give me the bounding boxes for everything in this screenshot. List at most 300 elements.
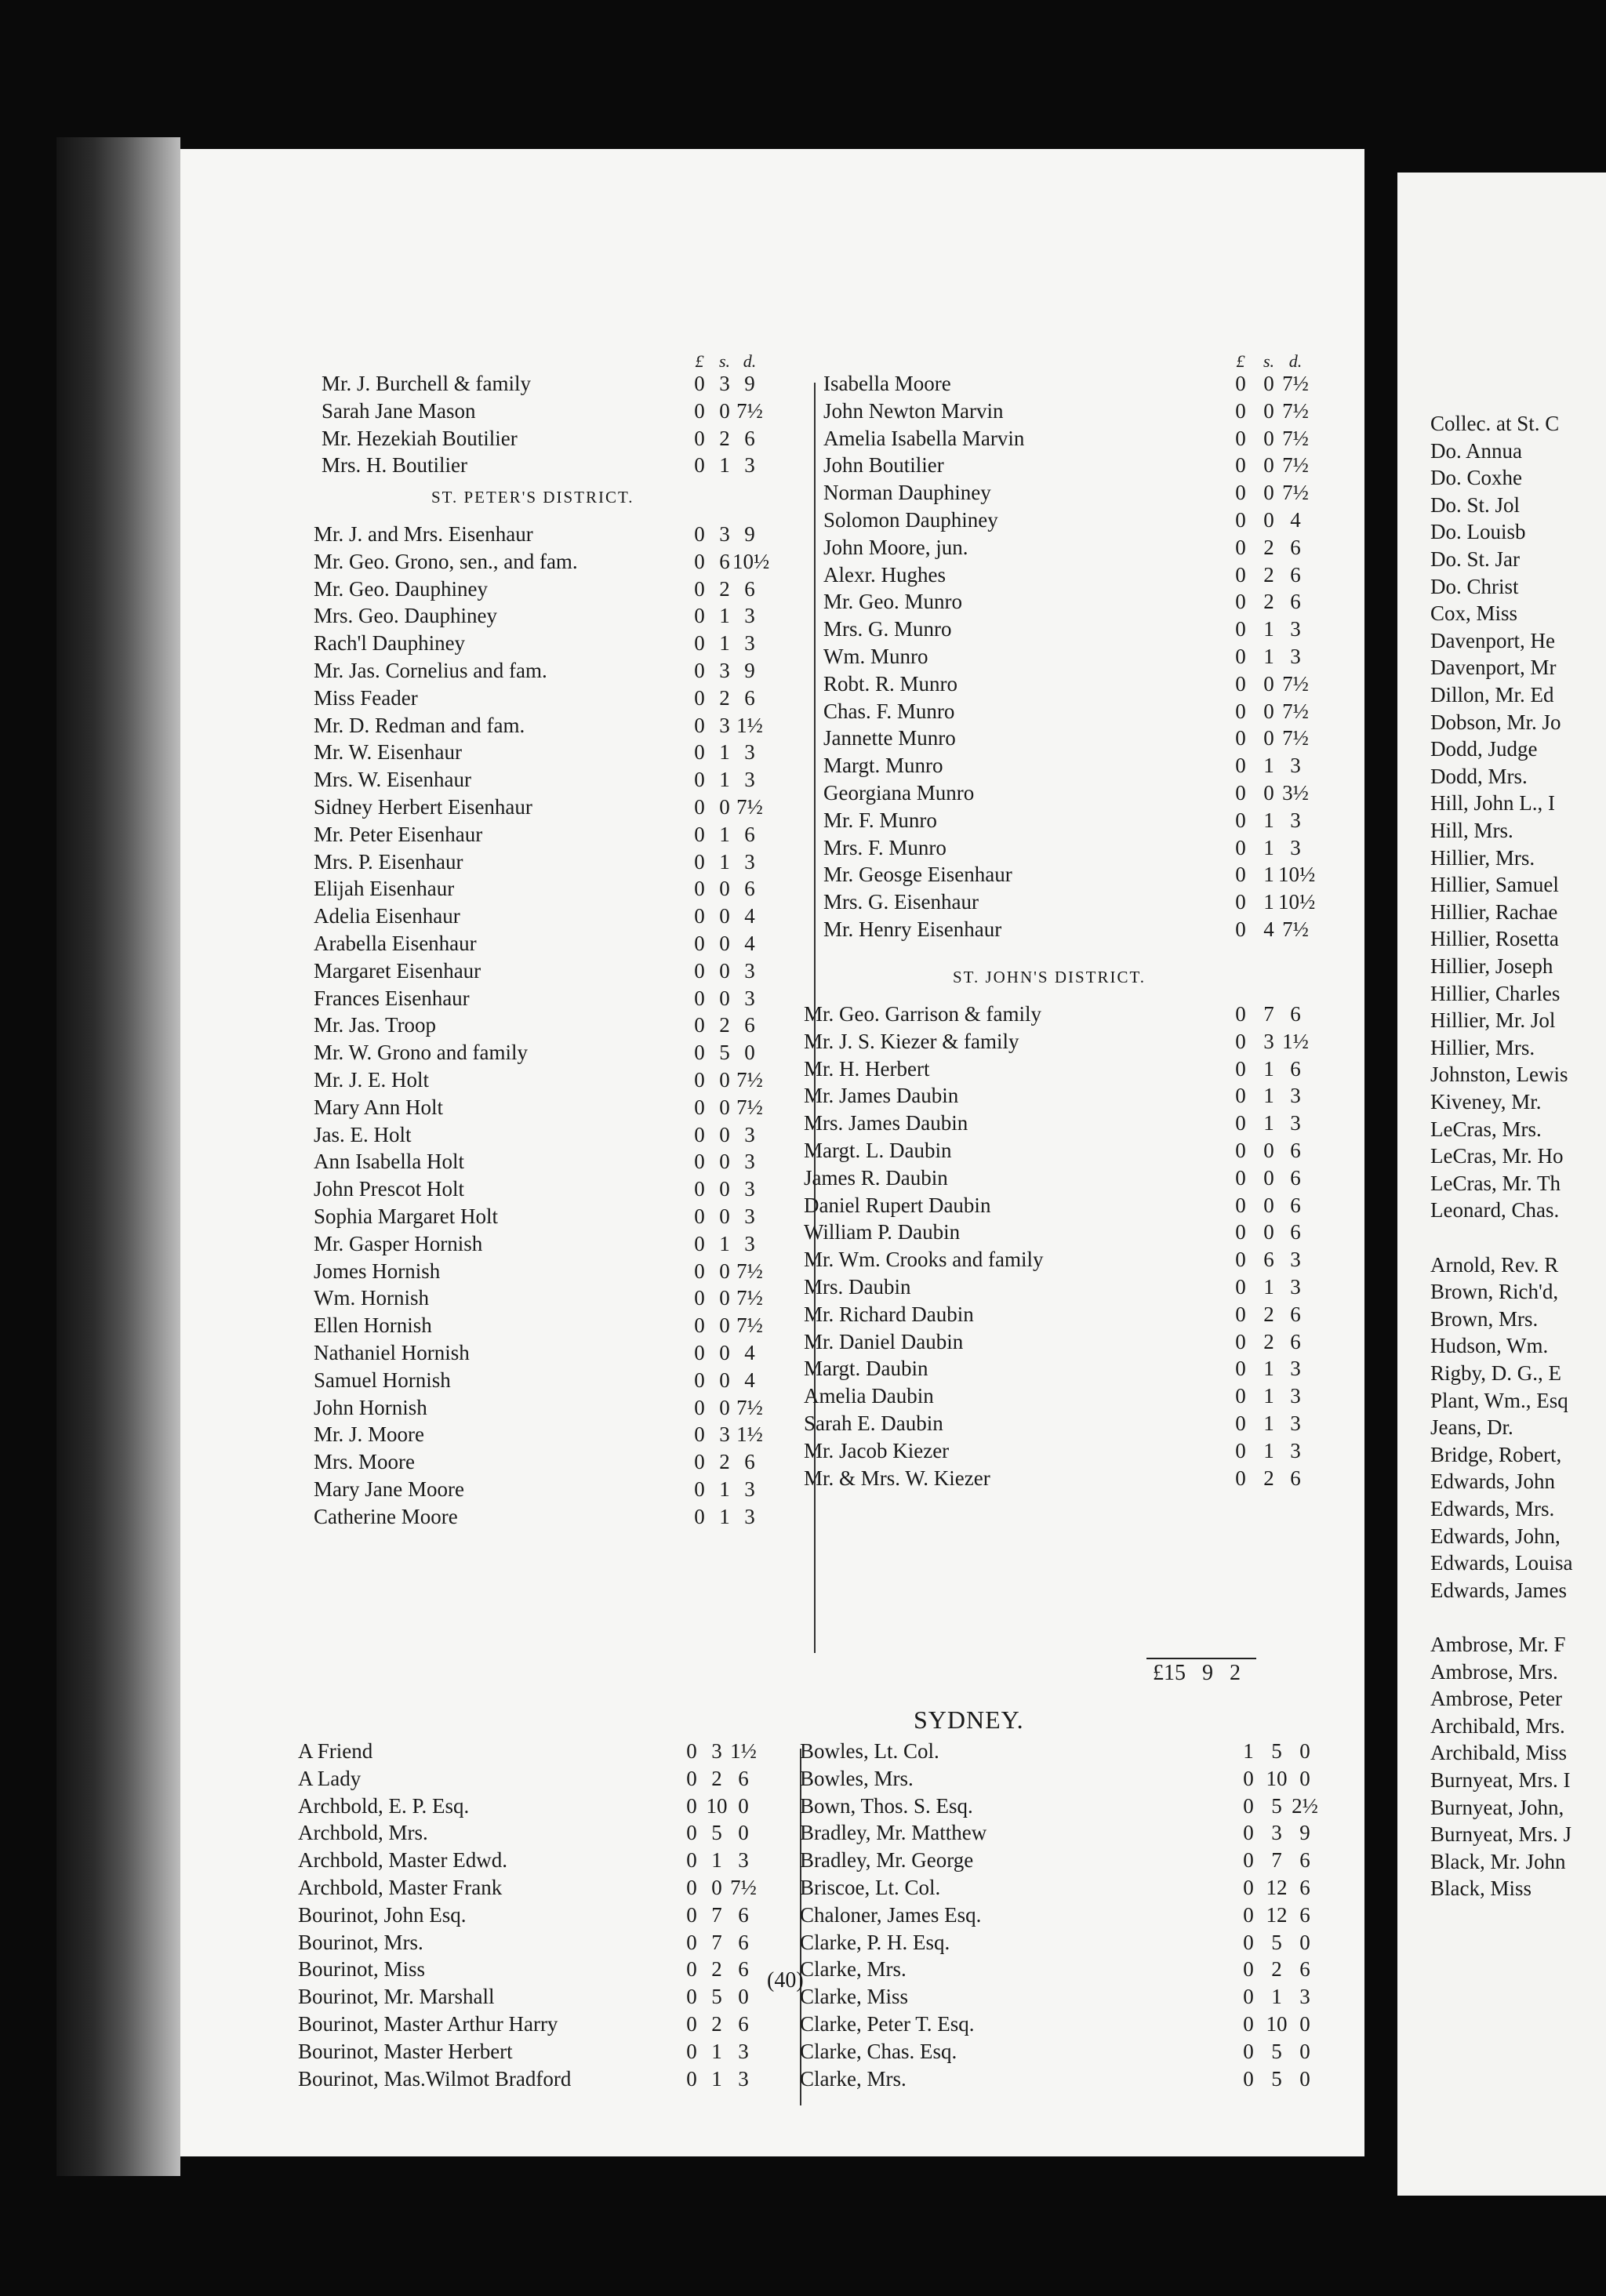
subscription-entry (804, 1028, 1341, 1055)
amount-shillings: 2 (1263, 1466, 1274, 1490)
subscription-entry (823, 807, 1341, 834)
amount-shillings: 2 (719, 426, 730, 450)
amount-pence: 0 (1299, 2011, 1310, 2036)
subscription-entry (800, 1793, 1333, 1820)
subscription-entry (823, 452, 1341, 479)
subscription-entry (314, 1066, 816, 1094)
subscription-entry (804, 1301, 1341, 1328)
subscriber-name: Samuel Hornish (314, 1368, 451, 1392)
facing-page-entry: Ambrose, Peter (1430, 1687, 1562, 1711)
subscriber-name: Mr. H. Herbert (804, 1056, 930, 1081)
facing-page-entry: Archibald, Miss (1430, 1741, 1567, 1765)
subscriber-name: Mrs. W. Eisenhaur (314, 768, 471, 792)
subscription-entry (804, 1001, 1341, 1028)
subscription-entry (298, 1793, 800, 1820)
amount-pence: 3 (738, 1848, 749, 1873)
subscriber-name: Mrs. G. Eisenhaur (823, 890, 979, 914)
amount-pence: 7½ (730, 1875, 757, 1899)
amount-shillings: 1 (1263, 1438, 1274, 1462)
amount-pence: 10½ (1278, 890, 1316, 914)
subscription-entry (804, 1273, 1341, 1301)
header-pounds: £ (695, 351, 704, 371)
amount-pence: 3 (744, 1150, 755, 1174)
subscription-entry (314, 1476, 816, 1503)
subscriber-name: Bowles, Mrs. (800, 1766, 914, 1790)
amount-pence: 6 (1290, 535, 1301, 559)
facing-page-entry: Burnyeat, Mrs. I (1430, 1768, 1571, 1792)
amount-pence: 7½ (1282, 453, 1309, 478)
subscriber-name: Sophia Margaret Holt (314, 1204, 498, 1228)
amount-shillings: 0 (719, 1368, 730, 1392)
amount-pence: 2½ (1292, 1793, 1318, 1818)
facing-page-entry: Burnyeat, Mrs. J (1430, 1822, 1571, 1847)
amount-pounds: 0 (1243, 1902, 1254, 1927)
subscription-entry (823, 861, 1341, 888)
amount-pence: 7½ (1282, 917, 1309, 941)
amount-shillings: 0 (719, 1150, 730, 1174)
subscription-entry (298, 1819, 800, 1847)
subscription-entry (314, 1448, 816, 1476)
amount-pounds: 0 (694, 1313, 705, 1338)
amount-pounds: 0 (1235, 1466, 1246, 1490)
header-shillings: s. (718, 351, 731, 371)
amount-pence: 6 (1299, 1848, 1310, 1873)
amount-pence: 0 (1299, 1766, 1310, 1790)
subscriber-name: Mr. Geo. Garrison & family (804, 1002, 1041, 1026)
amount-pence: 3 (744, 1122, 755, 1146)
subscriber-name: Clarke, Mrs. (800, 1957, 907, 1982)
subscription-entry (804, 1410, 1341, 1437)
amount-shillings: 0 (719, 1204, 730, 1228)
subscriber-name: Mr. Geo. Grono, sen., and fam. (314, 549, 578, 573)
subscription-entry (314, 875, 816, 903)
amount-pence: 6 (744, 1450, 755, 1474)
subscription-entry (322, 452, 816, 479)
subscriber-name: John Boutilier (823, 453, 944, 478)
amount-shillings: 5 (719, 1041, 730, 1065)
amount-pounds: 1 (1243, 1739, 1254, 1763)
amount-pounds: 0 (686, 1985, 697, 2009)
subscription-entry (314, 1230, 816, 1258)
subscription-entry (804, 1219, 1341, 1246)
subscriber-name: Margaret Eisenhaur (314, 958, 481, 983)
subscriber-name: John Newton Marvin (823, 398, 1004, 423)
amount-pence: 6 (1290, 1302, 1301, 1326)
subscription-entry (823, 643, 1341, 670)
subscriber-name: Bourinot, John Esq. (298, 1902, 467, 1927)
amount-pounds: 0 (686, 1793, 697, 1818)
subscriber-name: Bourinot, Miss (298, 1957, 426, 1982)
subscriber-name: Bown, Thos. S. Esq. (800, 1793, 973, 1818)
amount-pence: 4 (744, 904, 755, 928)
subscription-entry (298, 1874, 800, 1902)
subscriber-name: John Hornish (314, 1395, 427, 1419)
subscription-entry (314, 1148, 816, 1175)
amount-shillings: 0 (1263, 372, 1274, 395)
amount-pounds: 0 (694, 1177, 705, 1201)
amount-pounds: 0 (694, 1477, 705, 1501)
amount-pounds: 0 (1235, 1274, 1246, 1299)
amount-pounds: 0 (1243, 1848, 1254, 1873)
amount-pounds: 0 (1235, 1165, 1246, 1190)
amount-pounds: 0 (694, 522, 705, 546)
header-pence: d. (1288, 351, 1303, 371)
st-johns-district-heading: ST. JOHN'S DISTRICT. (953, 968, 1146, 986)
amount-pounds: 0 (1235, 1248, 1246, 1272)
ledger-page (180, 149, 1364, 2156)
facing-page-entry: Brown, Mrs. (1430, 1306, 1539, 1331)
subscriber-name: James R. Daubin (804, 1165, 948, 1190)
amount-pence: 7½ (736, 1286, 763, 1310)
amount-pounds: 0 (1243, 1875, 1254, 1899)
subscription-entry (823, 561, 1341, 589)
subscriber-name: Georgiana Munro (823, 780, 975, 805)
amount-shillings: 1 (1263, 754, 1274, 778)
amount-pence: 0 (738, 1821, 749, 1845)
right-column-st-johns (804, 1001, 1341, 1491)
amount-column-headers (823, 353, 1341, 370)
subscription-entry (314, 794, 816, 821)
subscription-entry (314, 548, 816, 576)
amount-shillings: 1 (1271, 1985, 1282, 2009)
facing-page-entry: Black, Miss (1430, 1876, 1532, 1901)
amount-shillings: 3 (719, 658, 730, 682)
amount-pence: 3 (1290, 644, 1301, 668)
amount-shillings: 1 (1263, 1111, 1274, 1135)
subscriber-name: Clarke, Peter T. Esq. (800, 2011, 975, 2036)
amount-pounds: 0 (1235, 726, 1246, 750)
amount-pence: 3 (744, 1177, 755, 1201)
amount-pounds: 0 (694, 986, 705, 1010)
subscriber-name: Margt. Daubin (804, 1357, 928, 1381)
amount-pounds: 0 (694, 398, 705, 423)
amount-pounds: 0 (694, 604, 705, 628)
subscription-entry (800, 1983, 1333, 2011)
subscription-entry (823, 752, 1341, 779)
subscriber-name: Mr. Jas. Cornelius and fam. (314, 658, 547, 682)
subscriber-name: Bourinot, Mr. Marshall (298, 1985, 495, 2009)
subscriber-name: Wm. Hornish (314, 1286, 429, 1310)
subscriber-name: Mrs. James Daubin (804, 1111, 968, 1135)
subscription-entry (804, 1382, 1341, 1410)
subscription-entry (314, 1339, 816, 1367)
subscriber-name: Alexr. Hughes (823, 562, 946, 587)
subscription-entry (823, 779, 1341, 807)
amount-pounds: 0 (686, 1848, 697, 1873)
subscription-entry (314, 930, 816, 957)
sydney-left-column (298, 1738, 800, 2092)
amount-shillings: 0 (719, 1122, 730, 1146)
subscription-entry (823, 588, 1341, 616)
subscriber-name: Jas. E. Holt (314, 1122, 412, 1146)
amount-pounds: 0 (694, 822, 705, 846)
subscription-entry (823, 370, 1341, 398)
subscriber-name: Frances Eisenhaur (314, 986, 470, 1010)
subscriber-name: Bourinot, Mrs. (298, 1930, 423, 1954)
amount-shillings: 1 (1263, 644, 1274, 668)
amount-pence: 3 (744, 740, 755, 765)
amount-pounds: 0 (694, 1067, 705, 1092)
amount-column-headers (322, 353, 816, 370)
amount-pounds: 0 (1243, 1957, 1254, 1982)
amount-pence: 1½ (730, 1739, 757, 1763)
amount-pounds: 0 (1235, 1302, 1246, 1326)
subscription-entry (314, 521, 816, 548)
amount-shillings: 0 (719, 1286, 730, 1310)
subscriber-name: Mr. Geosge Eisenhaur (823, 863, 1012, 887)
subscriber-name: Elijah Eisenhaur (314, 877, 455, 901)
subscriber-name: Catherine Moore (314, 1504, 458, 1528)
amount-pounds: 0 (1243, 1766, 1254, 1790)
amount-shillings: 3 (719, 372, 730, 395)
facing-page-entry: LeCras, Mr. Ho (1430, 1144, 1564, 1168)
amount-pence: 7½ (1282, 398, 1309, 423)
amount-pence: 7½ (1282, 699, 1309, 723)
amount-pounds: 0 (694, 658, 705, 682)
amount-shillings: 12 (1266, 1875, 1288, 1899)
amount-pence: 7½ (1282, 671, 1309, 696)
subscription-entry (314, 712, 816, 739)
subscription-entry (800, 1765, 1333, 1793)
amount-pounds: 0 (1235, 1193, 1246, 1217)
subscriber-name: Daniel Rupert Daubin (804, 1193, 991, 1217)
amount-pounds: 0 (1235, 1084, 1246, 1108)
facing-page-entry: Johnston, Lewis (1430, 1063, 1568, 1087)
subscriber-name: Mr. Wm. Crooks and family (804, 1248, 1044, 1272)
amount-shillings: 1 (1263, 1357, 1274, 1381)
subscription-entry (314, 1367, 816, 1394)
subscription-entry (804, 1465, 1341, 1492)
amount-pounds: 0 (1235, 1002, 1246, 1026)
amount-shillings: 2 (711, 1766, 722, 1790)
amount-shillings: 0 (711, 1875, 722, 1899)
amount-pounds: 0 (694, 1340, 705, 1364)
amount-pence: 6 (744, 822, 755, 846)
header-pounds: £ (1236, 351, 1245, 371)
subscription-entry (314, 1284, 816, 1312)
subscriber-name: Amelia Daubin (804, 1384, 934, 1408)
amount-pounds: 0 (694, 713, 705, 737)
subscriber-name: Isabella Moore (823, 372, 951, 395)
subscription-entry (800, 1847, 1333, 1874)
amount-pounds: 0 (694, 1231, 705, 1255)
subscriber-name: Mrs. H. Boutilier (322, 453, 467, 478)
amount-pounds: 0 (686, 1821, 697, 1845)
amount-pounds: 0 (694, 453, 705, 478)
facing-page-entry: Do. St. Jol (1430, 492, 1521, 517)
amount-pounds: 0 (1235, 917, 1246, 941)
amount-pence: 6 (1290, 1329, 1301, 1353)
amount-pence: 7½ (736, 1313, 763, 1338)
amount-shillings: 3 (1263, 1029, 1274, 1053)
subscription-entry (804, 1082, 1341, 1110)
facing-page-entry: Hillier, Rosetta (1430, 927, 1559, 951)
amount-pence: 3 (744, 768, 755, 792)
amount-pence: 0 (1299, 2066, 1310, 2091)
subscription-entry (823, 616, 1341, 643)
subscriber-name: Mr. Henry Eisenhaur (823, 917, 1002, 941)
amount-pounds: 0 (1235, 1384, 1246, 1408)
amount-pounds: 0 (694, 549, 705, 573)
amount-pence: 0 (1299, 1739, 1310, 1763)
amount-shillings: 0 (719, 931, 730, 955)
facing-page-entry: Dobson, Mr. Jo (1430, 710, 1561, 734)
facing-page-entry: Dillon, Mr. Ed (1430, 683, 1554, 707)
amount-pounds: 0 (1235, 1411, 1246, 1435)
amount-pence: 1½ (1282, 1029, 1309, 1053)
amount-shillings: 0 (1263, 726, 1274, 750)
amount-pounds: 0 (1235, 1220, 1246, 1244)
amount-pence: 6 (1290, 1220, 1301, 1244)
amount-pence: 6 (738, 2011, 749, 2036)
amount-pence: 6 (744, 877, 755, 901)
amount-pence: 6 (738, 1930, 749, 1954)
facing-page-entry: Dodd, Mrs. (1430, 764, 1528, 788)
facing-page-entry: Do. Coxhe (1430, 466, 1522, 490)
amount-pence: 6 (1290, 1165, 1301, 1190)
facing-page-entry: Rigby, D. G., E (1430, 1361, 1561, 1385)
amount-pounds: 0 (694, 958, 705, 983)
amount-pounds: 0 (1235, 1138, 1246, 1162)
subscription-entry (314, 1503, 816, 1531)
subscriber-name: Mrs. F. Munro (823, 835, 947, 859)
amount-pence: 3 (1290, 1111, 1301, 1135)
subscriber-name: Mr. Jacob Kiezer (804, 1438, 950, 1462)
subscriber-name: Chaloner, James Esq. (800, 1902, 982, 1927)
subscription-entry (823, 398, 1341, 425)
amount-pence: 3 (744, 604, 755, 628)
subscriber-name: Mr. J. Burchell & family (322, 372, 531, 395)
amount-shillings: 1 (1263, 1084, 1274, 1108)
amount-shillings: 5 (1271, 1930, 1282, 1954)
st-peters-district-heading: ST. PETER'S DISTRICT. (431, 488, 634, 507)
subscriber-name: William P. Daubin (804, 1220, 961, 1244)
amount-shillings: 4 (1263, 917, 1274, 941)
amount-pence: 7½ (736, 1067, 763, 1092)
amount-pence: 3 (1290, 1438, 1301, 1462)
amount-shillings: 2 (719, 1013, 730, 1037)
subscriber-name: Ann Isabella Holt (314, 1150, 464, 1174)
amount-pounds: 0 (686, 1957, 697, 1982)
amount-pence: 6 (738, 1902, 749, 1927)
subscription-entry (800, 2038, 1333, 2065)
subscription-entry (823, 479, 1341, 507)
amount-pounds: 0 (1235, 1056, 1246, 1081)
amount-pounds: 0 (1243, 1793, 1254, 1818)
subscriber-name: Mr. Daniel Daubin (804, 1329, 964, 1353)
amount-shillings: 1 (1263, 890, 1274, 914)
amount-pence: 6 (1290, 562, 1301, 587)
amount-shillings: 0 (1263, 426, 1274, 450)
facing-page-entry: Do. Christ (1430, 574, 1519, 598)
total-rule (1146, 1658, 1256, 1659)
amount-shillings: 1 (1263, 1411, 1274, 1435)
subscriber-name: Archbold, Master Edwd. (298, 1848, 507, 1873)
facing-page-entry: Dodd, Judge (1430, 737, 1538, 761)
subscription-entry (804, 1110, 1341, 1137)
amount-pence: 6 (1299, 1875, 1310, 1899)
amount-shillings: 0 (1263, 671, 1274, 696)
amount-pence: 3 (744, 986, 755, 1010)
subscriber-name: Mr. J. S. Kiezer & family (804, 1029, 1019, 1053)
subscriber-name: Mr. Richard Daubin (804, 1302, 974, 1326)
subscriber-name: Mr. J. Moore (314, 1422, 424, 1447)
facing-page-entry: Hillier, Mr. Jol (1430, 1008, 1556, 1033)
amount-pence: 3 (1299, 1985, 1310, 2009)
facing-page-entry: Archibald, Mrs. (1430, 1713, 1565, 1738)
amount-shillings: 10 (706, 1793, 728, 1818)
subscriber-name: Briscoe, Lt. Col. (800, 1875, 941, 1899)
amount-pence: 6 (1290, 1466, 1301, 1490)
subscriber-name: Mr. Hezekiah Boutilier (322, 426, 518, 450)
subscriber-name: Miss Feader (314, 685, 418, 710)
amount-pence: 4 (744, 931, 755, 955)
amount-pounds: 0 (1235, 398, 1246, 423)
amount-pence: 6 (1290, 1056, 1301, 1081)
amount-shillings: 0 (719, 398, 730, 423)
facing-page-entry: Hill, Mrs. (1430, 819, 1513, 842)
subscription-entry (823, 725, 1341, 752)
subscriber-name: Mr. Gasper Hornish (314, 1231, 483, 1255)
amount-pounds: 0 (1243, 2011, 1254, 2036)
amount-shillings: 1 (719, 849, 730, 874)
amount-pounds: 0 (1235, 426, 1246, 450)
subscription-entry (314, 1394, 816, 1422)
amount-pence: 6 (738, 1957, 749, 1982)
amount-pounds: 0 (1235, 1111, 1246, 1135)
amount-pence: 0 (738, 1985, 749, 2009)
subscription-entry (804, 1164, 1341, 1192)
subscriber-name: Mrs. Daubin (804, 1274, 911, 1299)
facing-page-entry: Ambrose, Mrs. (1430, 1659, 1558, 1684)
amount-shillings: 0 (719, 1259, 730, 1283)
subscription-entry (800, 2065, 1333, 2093)
subscription-entry (298, 1983, 800, 2011)
amount-pounds: 0 (694, 794, 705, 819)
amount-pounds: 0 (1235, 754, 1246, 778)
subscriber-name: Jomes Hornish (314, 1259, 441, 1283)
amount-pence: 0 (738, 1793, 749, 1818)
subscription-entry (322, 398, 816, 425)
amount-pence: 7½ (1282, 372, 1309, 395)
amount-shillings: 0 (1263, 1193, 1274, 1217)
amount-shillings: 2 (719, 576, 730, 601)
amount-pence: 1½ (736, 1422, 763, 1447)
subscriber-name: Sarah E. Daubin (804, 1411, 943, 1435)
facing-page-entry: Hillier, Mrs. (1430, 1035, 1535, 1059)
amount-pounds: 0 (1243, 1821, 1254, 1845)
amount-shillings: 0 (1263, 398, 1274, 423)
subscription-entry (298, 1902, 800, 1929)
subscriber-name: Mrs. G. Munro (823, 617, 952, 641)
amount-pounds: 0 (1235, 1357, 1246, 1381)
subscriber-name: A Lady (298, 1766, 362, 1790)
amount-pounds: 0 (686, 1930, 697, 1954)
amount-shillings: 5 (1271, 1793, 1282, 1818)
amount-pence: 10½ (1278, 863, 1316, 887)
subscriber-name: Clarke, Miss (800, 1985, 908, 2009)
amount-pence: 6 (738, 1766, 749, 1790)
subscriber-name: Adelia Eisenhaur (314, 904, 460, 928)
amount-shillings: 3 (719, 1422, 730, 1447)
amount-pounds: 0 (694, 1259, 705, 1283)
facing-page-entry: Leonard, Chas. (1430, 1198, 1560, 1222)
amount-pounds: 0 (694, 1504, 705, 1528)
amount-pence: 3 (1290, 1084, 1301, 1108)
district-total (1153, 1661, 1241, 1686)
subscriber-name: Mr. Geo. Dauphiney (314, 576, 488, 601)
subscriber-name: Mr. J. and Mrs. Eisenhaur (314, 522, 533, 546)
